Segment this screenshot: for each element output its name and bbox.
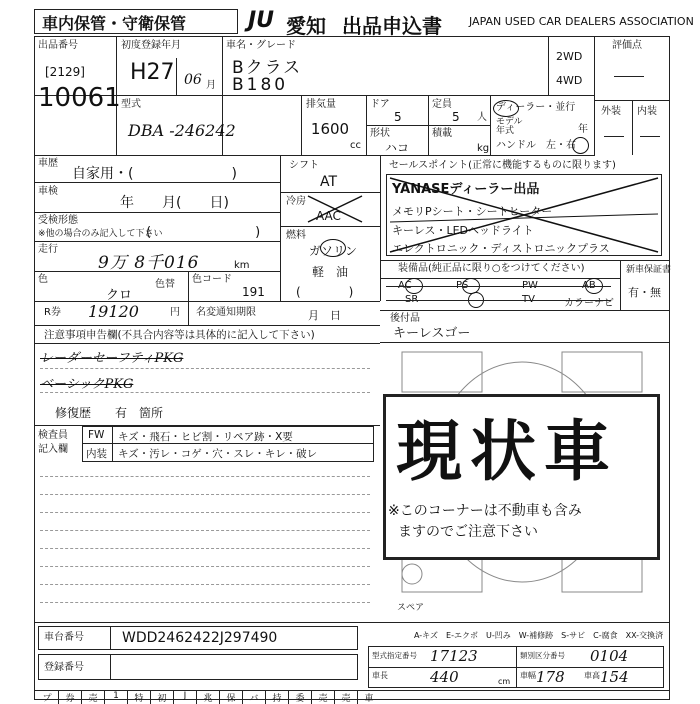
car-name-label: 車名・グレード	[226, 40, 296, 51]
reg-year: H27	[130, 60, 175, 85]
ac-cross-mark	[306, 194, 364, 224]
new-warranty-label: 新車保証書	[626, 265, 672, 275]
wid-label: 車幅	[520, 671, 536, 680]
doors-label: ドア	[370, 99, 390, 110]
selling-points-label: セールスポイント(正常に機能するものに限ります)	[389, 160, 616, 171]
notice-label: 名変通知期限	[196, 307, 256, 318]
handle-label: ハンドル 左・右	[496, 140, 576, 151]
color-change: 色替	[155, 279, 175, 290]
repair-history: 修復歴 有 箇所	[55, 406, 164, 420]
org-name: 愛知	[286, 14, 326, 38]
bottom-cell: 委	[289, 691, 312, 704]
disp-label: 排気量	[306, 99, 336, 110]
equip-pw: PW	[522, 280, 538, 291]
bottom-cell: 売	[82, 691, 105, 704]
listing-sub: [2129]	[45, 65, 85, 79]
fuel-gasoline: ガソリン	[309, 244, 358, 258]
hgt-label: 車高	[584, 671, 600, 680]
assoc-name: JAPAN USED CAR DEALERS ASSOCIATION	[469, 15, 694, 28]
caution-line-2: ベーシックPKG	[40, 377, 134, 392]
len-unit: cm	[498, 677, 511, 686]
after-parts-value: キーレスゴー	[393, 326, 471, 341]
listing-no: 10061	[38, 83, 121, 113]
r-ticket-value: 19120	[88, 302, 139, 321]
bottom-cell: プ	[36, 691, 59, 704]
model-label: 型式	[121, 99, 141, 110]
stamp-note-2: ますのでご注意下さい	[398, 524, 538, 540]
disp-value: 1600	[310, 120, 350, 138]
month-unit: 月	[206, 80, 216, 91]
color-label: 色	[38, 274, 48, 285]
inspector-in-text: キズ・汚レ・コゲ・穴・スレ・キレ・破レ	[118, 448, 318, 460]
rating-label: 評価点	[612, 40, 642, 51]
mileage-value: 9万 8千016	[98, 253, 200, 273]
stamp-note-1: ※このコーナーは不動車も含み	[388, 503, 582, 519]
form-title: 出品申込書	[342, 14, 442, 38]
hgt-value: 154	[600, 668, 629, 686]
year-unit: 年	[578, 124, 588, 135]
damage-legend: A-キズ E-エクボ U-凹み W-補修跡 S-サビ C-腐食 XX-交換済	[414, 631, 664, 640]
cat-value-2: 0104	[590, 647, 629, 665]
history-label: 車歴	[38, 158, 58, 169]
receive-label: 受検形態	[38, 215, 78, 226]
equip-navi: カラーナビ	[564, 298, 614, 309]
equip-ab: AB	[582, 280, 596, 291]
receive-value: ( )	[146, 225, 261, 240]
mileage-label: 走行	[38, 244, 58, 255]
fuel-gasoline-circle	[320, 239, 346, 257]
bottom-cell: 兆	[197, 691, 220, 704]
wid-value: 178	[536, 668, 565, 686]
shape-label: 形状	[370, 128, 390, 139]
equip-ps: PS	[456, 280, 469, 291]
inspect-label: 車検	[38, 186, 58, 197]
bottom-cell: 売	[312, 691, 335, 704]
bottom-cell: J	[174, 691, 197, 704]
seats-label: 定員	[432, 99, 452, 110]
caution-label: 注意事項申告欄(不具合内容等は具体的に記入して下さい)	[44, 329, 315, 341]
storage-label: 車内保管・守衛保管	[42, 14, 187, 33]
selling-point-2: メモリPシート・シートヒーター	[392, 205, 553, 218]
bottom-checkbox-row	[36, 691, 380, 704]
reg-label: 登録番号	[44, 662, 84, 673]
notice-value: 月 日	[308, 309, 341, 322]
color-code-label: 色コード	[192, 274, 232, 285]
receive-note: ※他の場合のみ記入して下さい	[38, 229, 163, 239]
bottom-cell: バ	[243, 691, 266, 704]
chassis-label: 車台番号	[44, 632, 84, 643]
current-condition-text: 現状車	[396, 413, 618, 490]
wd4-label: 4WD	[556, 74, 583, 87]
bottom-cell: 1	[105, 691, 128, 704]
load-unit: kg	[477, 143, 490, 154]
disp-unit: cc	[350, 140, 361, 151]
r-ticket-label: R券	[44, 307, 61, 318]
listing-no-label: 出品番号	[38, 40, 78, 51]
bottom-cell: 特	[128, 691, 151, 704]
inspect-value: 年 月( 日)	[120, 195, 229, 211]
shift-label: シフト	[289, 160, 319, 171]
selling-point-4: エレクトロニック・ディストロニックプラス	[392, 242, 610, 255]
wd2-label: 2WD	[556, 50, 583, 63]
cat-label-2: 類別区分番号	[520, 651, 565, 660]
inspector-label-2: 記入欄	[38, 444, 68, 455]
doors-value: 5	[394, 110, 402, 124]
ac-value: AAC	[316, 209, 341, 223]
car-name: Bクラス	[232, 58, 303, 78]
bottom-cell: 持	[266, 691, 289, 704]
car-grade: B180	[232, 75, 289, 95]
reg-month: 06	[184, 72, 202, 88]
equipment-label: 装備品(純正品に限り○をつけてください)	[398, 263, 585, 274]
inspector-fw-text: キズ・飛石・ヒビ割・リペア跡・X要	[118, 431, 293, 443]
r-ticket-unit: 円	[170, 307, 180, 318]
shift-value: AT	[320, 174, 338, 190]
bottom-cell: 車	[364, 694, 374, 704]
inspector-in: 内装	[86, 448, 107, 460]
seats-unit: 人	[477, 112, 487, 123]
ju-logo: JU	[248, 8, 275, 33]
history-value: 自家用・( )	[72, 166, 237, 182]
bottom-cell: 保	[220, 691, 243, 704]
ac-label: 冷房	[286, 196, 306, 207]
color-code: 191	[242, 285, 265, 299]
inspector-label-1: 検査員	[38, 430, 68, 441]
equip-tv: TV	[522, 294, 535, 305]
shape-value: ハコ	[385, 141, 410, 155]
dealer-label: ディーラー・並行	[496, 102, 576, 113]
cat-value-1: 17123	[430, 647, 478, 665]
fuel-diesel: 軽 油	[312, 265, 349, 279]
chassis-number: WDD2462422J297490	[122, 630, 278, 646]
cat-label-1: 型式指定番号	[372, 651, 417, 660]
spare-label: スペア	[397, 603, 425, 613]
equip-ac: AC	[398, 280, 412, 291]
seats-value: 5	[452, 110, 460, 124]
selling-point-1: YANASEディーラー出品	[392, 182, 540, 197]
len-label: 車長	[372, 671, 388, 680]
model-code: DBA -246242	[128, 121, 236, 140]
selling-point-3: キーレス・LEDヘッドライト	[392, 224, 534, 237]
fuel-other: ( )	[296, 285, 354, 299]
int-label: 内装	[637, 106, 657, 117]
bottom-cell: 券	[59, 691, 82, 704]
equip-sr: SR	[405, 294, 419, 305]
handle-right-circle	[572, 137, 589, 154]
bottom-cell: 初	[151, 691, 174, 704]
after-parts-label: 後付品	[390, 313, 420, 324]
bottom-cell: 売	[335, 691, 358, 704]
new-warranty-value: 有・無	[628, 286, 661, 299]
model-year-label: モデル年式	[496, 117, 523, 136]
dealer-circle	[493, 100, 519, 117]
reg-box	[38, 654, 358, 680]
selling-points-cross-mark	[386, 174, 662, 256]
inspector-fw: FW	[88, 429, 105, 441]
color-value: クロ	[106, 288, 133, 303]
fuel-label: 燃料	[286, 230, 306, 241]
caution-line-1: レーダーセーフティPKG	[40, 351, 184, 366]
mileage-unit: km	[234, 260, 250, 271]
len-value: 440	[430, 668, 459, 686]
ext-label: 外装	[601, 106, 621, 117]
load-label: 積載	[432, 128, 452, 139]
first-reg-label: 初度登録年月	[121, 40, 181, 51]
